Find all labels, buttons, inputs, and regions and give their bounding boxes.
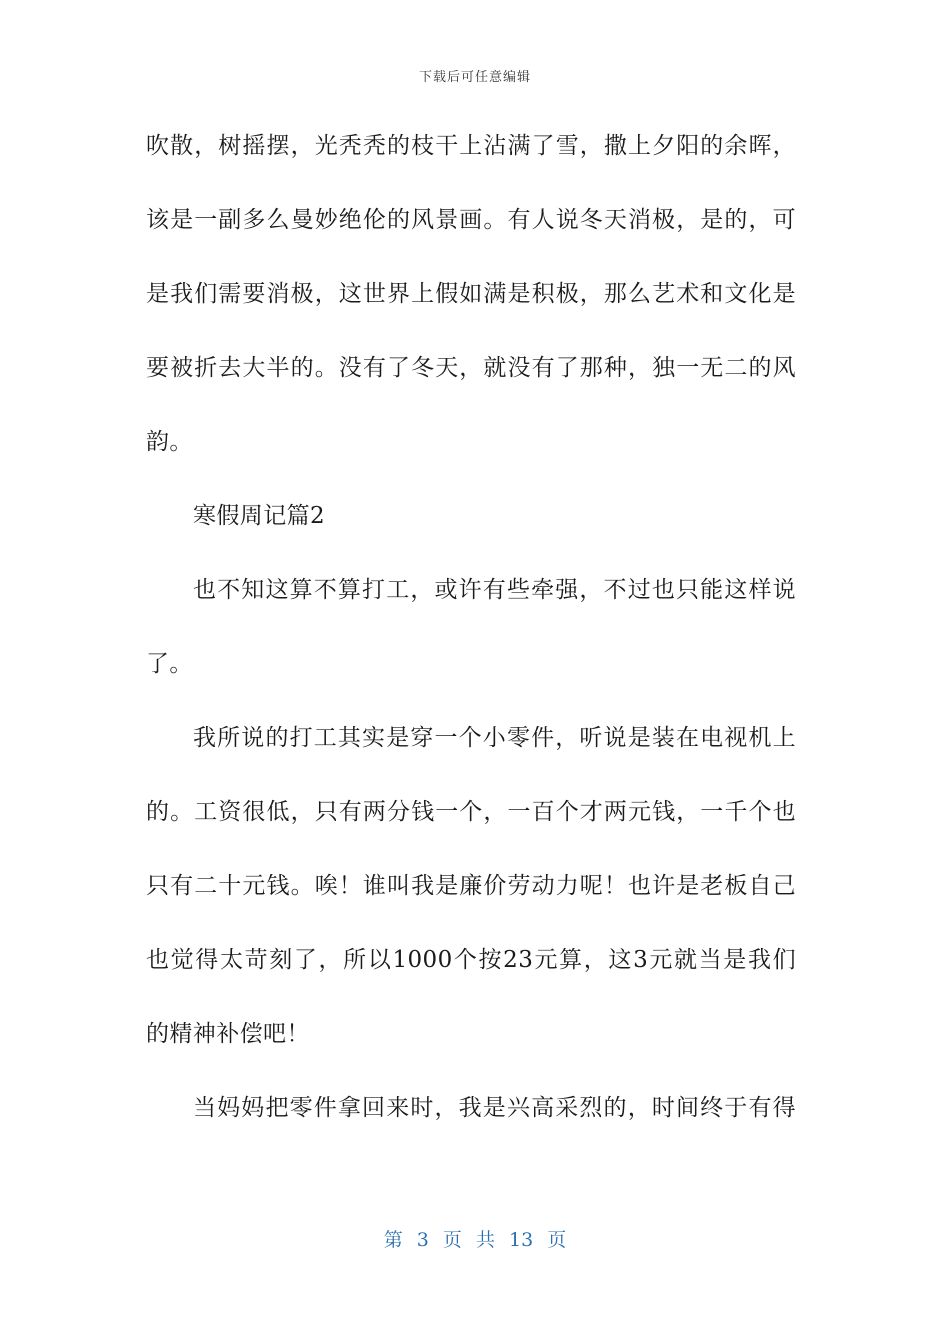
- text-line: 我所说的打工其实是穿一个小零件，听说是装在电视机上: [193, 725, 796, 751]
- text-line: 了。: [146, 651, 193, 677]
- text-line: 的精神补偿吧！: [146, 1021, 310, 1047]
- page-number: 第 3 页 共 13 页: [383, 1229, 567, 1251]
- section-heading: 寒假周记篇2: [193, 503, 326, 529]
- text-line: 当妈妈把零件拿回来时，我是兴高采烈的，时间终于有得: [193, 1095, 796, 1121]
- text-line: 该是一副多么曼妙绝伦的风景画。有人说冬天消极，是的，可: [146, 207, 796, 233]
- text-line: 要被折去大半的。没有了冬天，就没有了那种，独一无二的风: [146, 355, 796, 381]
- page-header: 下载后可任意编辑: [418, 70, 531, 85]
- text-line: 吹散，树摇摆，光秃秃的枝干上沾满了雪，撒上夕阳的余晖，: [146, 133, 796, 159]
- text-line: 韵。: [146, 429, 193, 455]
- text-line: 也不知这算不算打工，或许有些牵强，不过也只能这样说: [193, 577, 796, 603]
- text-line: 也觉得太苛刻了，所以1000个按23元算，这3元就当是我们: [146, 947, 796, 973]
- document-body: [146, 120, 796, 1156]
- text-line: 是我们需要消极，这世界上假如满是积极，那么艺术和文化是: [146, 281, 796, 307]
- text-line: 的。工资很低，只有两分钱一个，一百个才两元钱，一千个也: [146, 799, 796, 825]
- text-line: 只有二十元钱。唉！谁叫我是廉价劳动力呢！也许是老板自己: [146, 873, 796, 899]
